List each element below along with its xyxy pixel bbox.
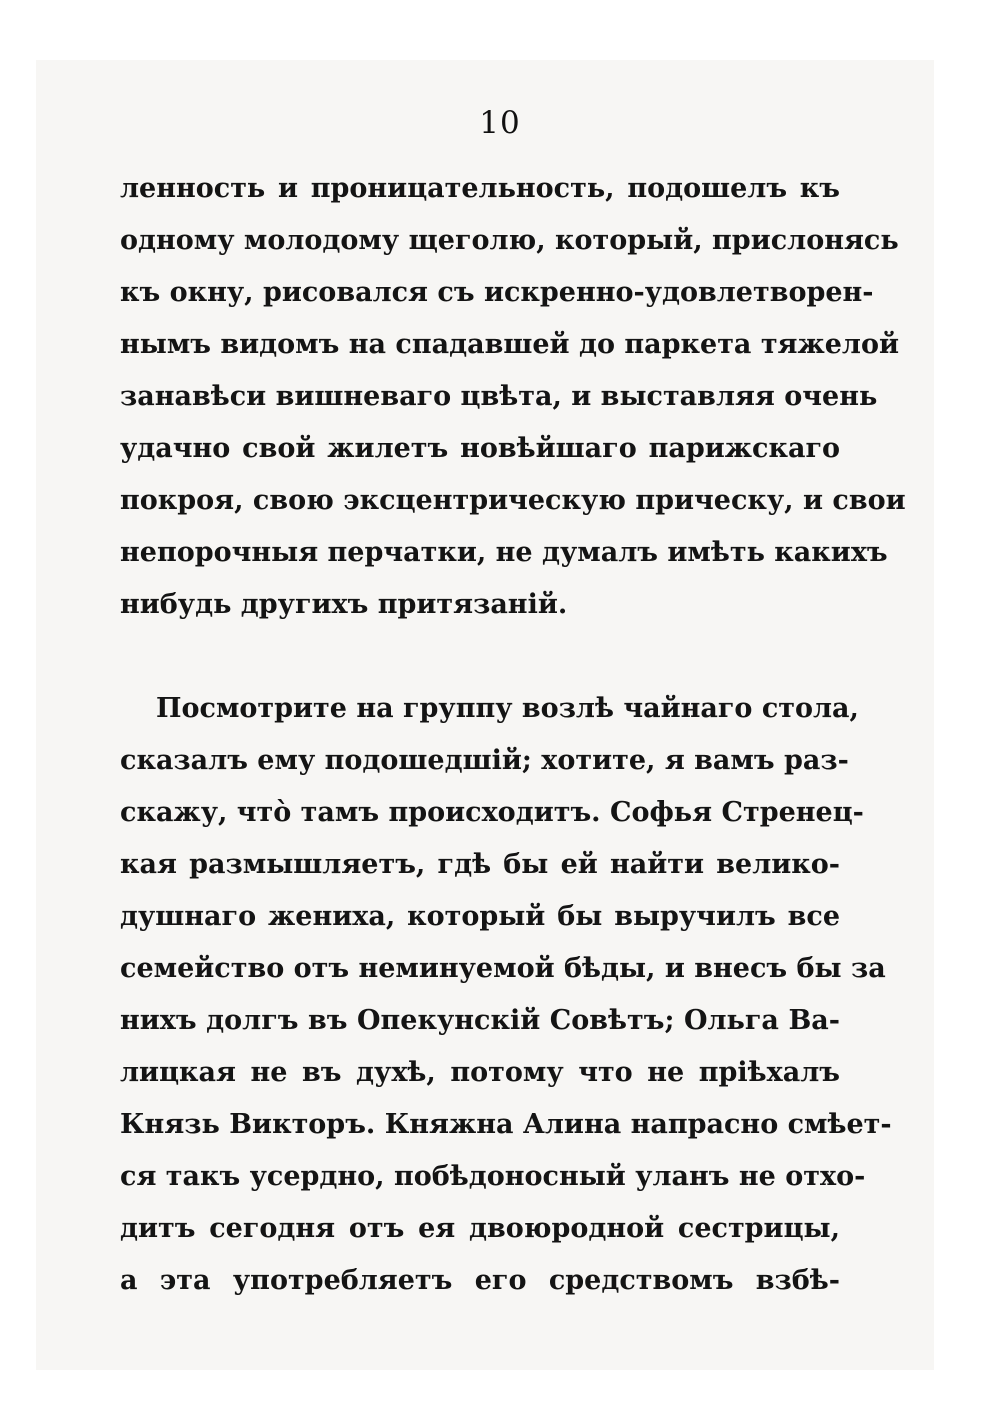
text-line: занавѣси вишневаго цвѣта, и выставляя очень [120, 381, 878, 412]
text-line: покроя, свою эксцентрическую прическу, и свои [120, 485, 906, 516]
text-line: нихъ долгъ въ Опекунскій Совѣтъ; Ольга Ва- [120, 1005, 840, 1036]
text-line: лицкая не въ духѣ, потому что не пріѣхалъ [120, 1057, 840, 1088]
text-line: къ окну, рисовался съ искренно-удовлетворен- [120, 277, 874, 308]
text-line: душнаго жениха, который бы выручилъ все [120, 901, 840, 932]
text-line: нымъ видомъ на спадавшей до паркета тяжелой [120, 329, 900, 360]
text-line: непорочныя перчатки, не думалъ имѣть какихъ [120, 537, 888, 568]
text-line: Князь Викторъ. Княжна Алина напрасно смѣет- [120, 1109, 892, 1140]
text-line: сказалъ ему подошедшій; хотите, я вамъ раз- [120, 745, 849, 776]
text-line: удачно свой жилетъ новѣйшаго парижскаго [120, 433, 840, 464]
text-line: нибудь другихъ притязаній. [120, 589, 568, 620]
text-line: кая размышляетъ, гдѣ бы ей найти велико- [120, 849, 840, 880]
text-line: дитъ сегодня отъ ея двоюродной сестрицы, [120, 1213, 840, 1244]
text-line: одному молодому щеголю, который, прислонясь [120, 225, 899, 256]
text-line: Посмотрите на группу возлѣ чайнаго стола, [156, 693, 859, 724]
text-line: а эта употребляетъ его средствомъ взбѣ- [120, 1265, 840, 1296]
text-line: ся такъ усердно, побѣдоносный уланъ не отхо- [120, 1161, 866, 1192]
page-number: 10 [479, 105, 521, 141]
paragraph-1 [120, 163, 906, 631]
paragraph-2 [120, 683, 892, 1307]
text-line: ленность и проницательность, подошелъ къ [120, 173, 840, 204]
text-line: скажу, что̀ тамъ происходитъ. Софья Стренец- [120, 797, 864, 828]
text-line: семейство отъ неминуемой бѣды, и внесъ бы за [120, 953, 886, 984]
